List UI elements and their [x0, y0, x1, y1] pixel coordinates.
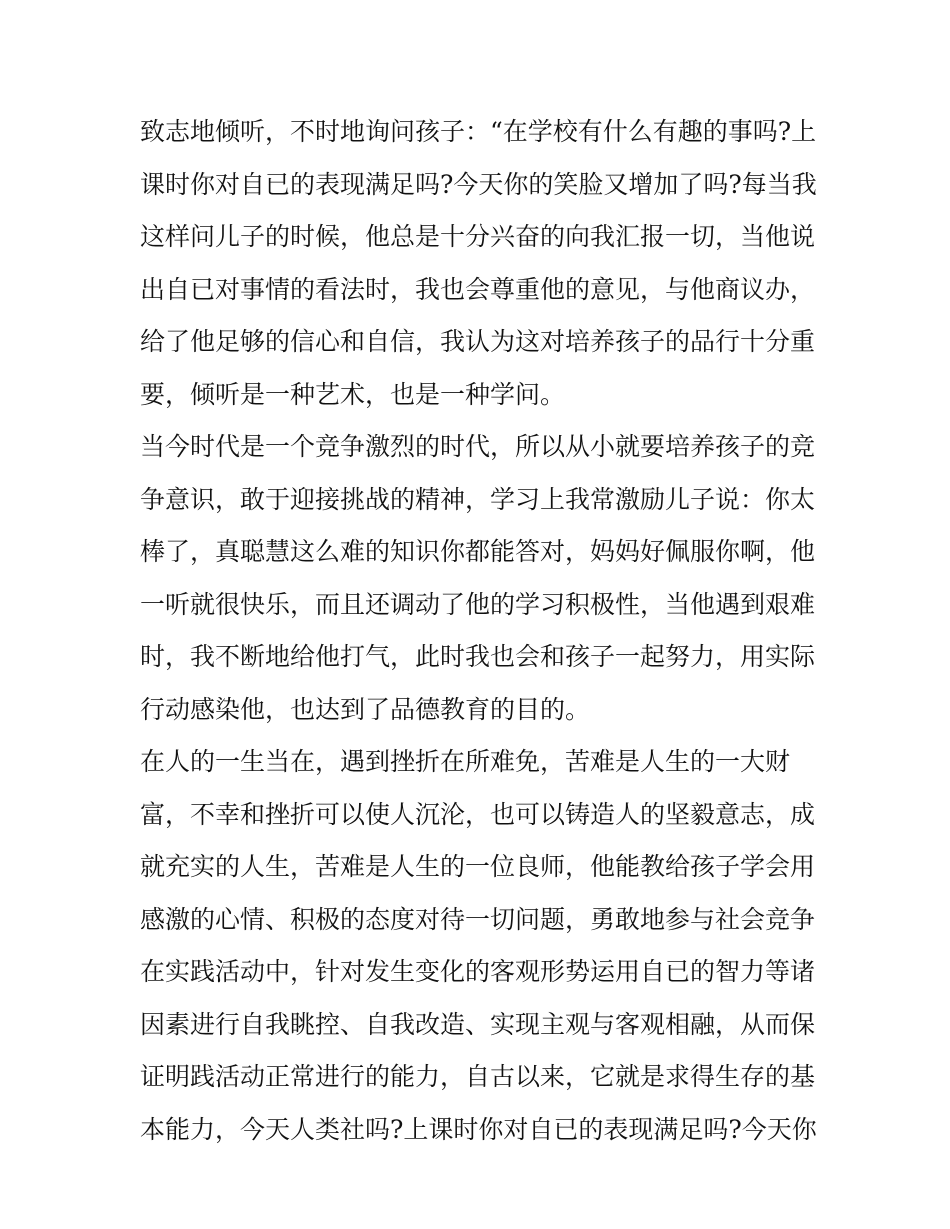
text-line-19: 证明践活动正常进行的能力，自古以来，它就是求得生存的基 — [140, 1062, 816, 1091]
text-line-7: 当今时代是一个竞争激烈的时代，所以从小就要培养孩子的竞 — [140, 432, 816, 461]
text-line-1: 致志地倾听，不时地询问孩子：“在学校有什么有趣的事吗?上 — [140, 117, 817, 146]
text-line-16: 感激的心情、积极的态度对待一切问题，勇敢地参与社会竞争 — [140, 904, 816, 934]
text-line-10: 一听就很快乐，而且还调动了他的学习积极性，当他遇到艰难 — [140, 589, 816, 619]
text-line-11: 时，我不断地给他打气，此时我也会和孩子一起努力，用实际 — [140, 642, 816, 671]
text-line-12: 行动感染他，也达到了品德教育的目的。 — [140, 694, 591, 724]
text-line-17: 在实践活动中，针对发生变化的客观形势运用自已的智力等诸 — [140, 957, 816, 986]
text-line-8: 争意识，敢于迎接挑战的精神，学习上我常激励儿子说：你太 — [140, 484, 816, 514]
text-line-3: 这样问儿子的时候，他总是十分兴奋的向我汇报一切，当他说 — [140, 222, 816, 251]
text-line-13: 在人的一生当在，遇到挫折在所难免，苦难是人生的一大财 — [140, 747, 791, 776]
text-line-4: 出自已对事情的看法时，我也会尊重他的意见，与他商议办， — [140, 274, 816, 304]
text-line-18: 因素进行自我眺控、自我改造、实现主观与客观相融，从而保 — [140, 1009, 816, 1039]
text-line-2: 课时你对自已的表现满足吗?今天你的笑脸又增加了吗?每当我 — [140, 169, 817, 199]
text-line-20: 本能力，今天人类社吗?上课时你对自已的表现满足吗?今天你 — [140, 1114, 817, 1144]
body-text — [140, 106, 830, 1156]
text-line-6: 要，倾听是一种艺术，也是一种学问。 — [140, 379, 566, 409]
text-line-15: 就充实的人生，苦难是人生的一位良师，他能教给孩子学会用 — [140, 852, 816, 881]
text-line-14: 富，不幸和挫折可以使人沉沦，也可以铸造人的坚毅意志，成 — [140, 799, 816, 829]
text-line-5: 给了他足够的信心和自信，我认为这对培养孩子的品行十分重 — [140, 327, 816, 356]
text-line-9: 棒了，真聪慧这么难的知识你都能答对，妈妈好佩服你啊，他 — [140, 537, 816, 566]
